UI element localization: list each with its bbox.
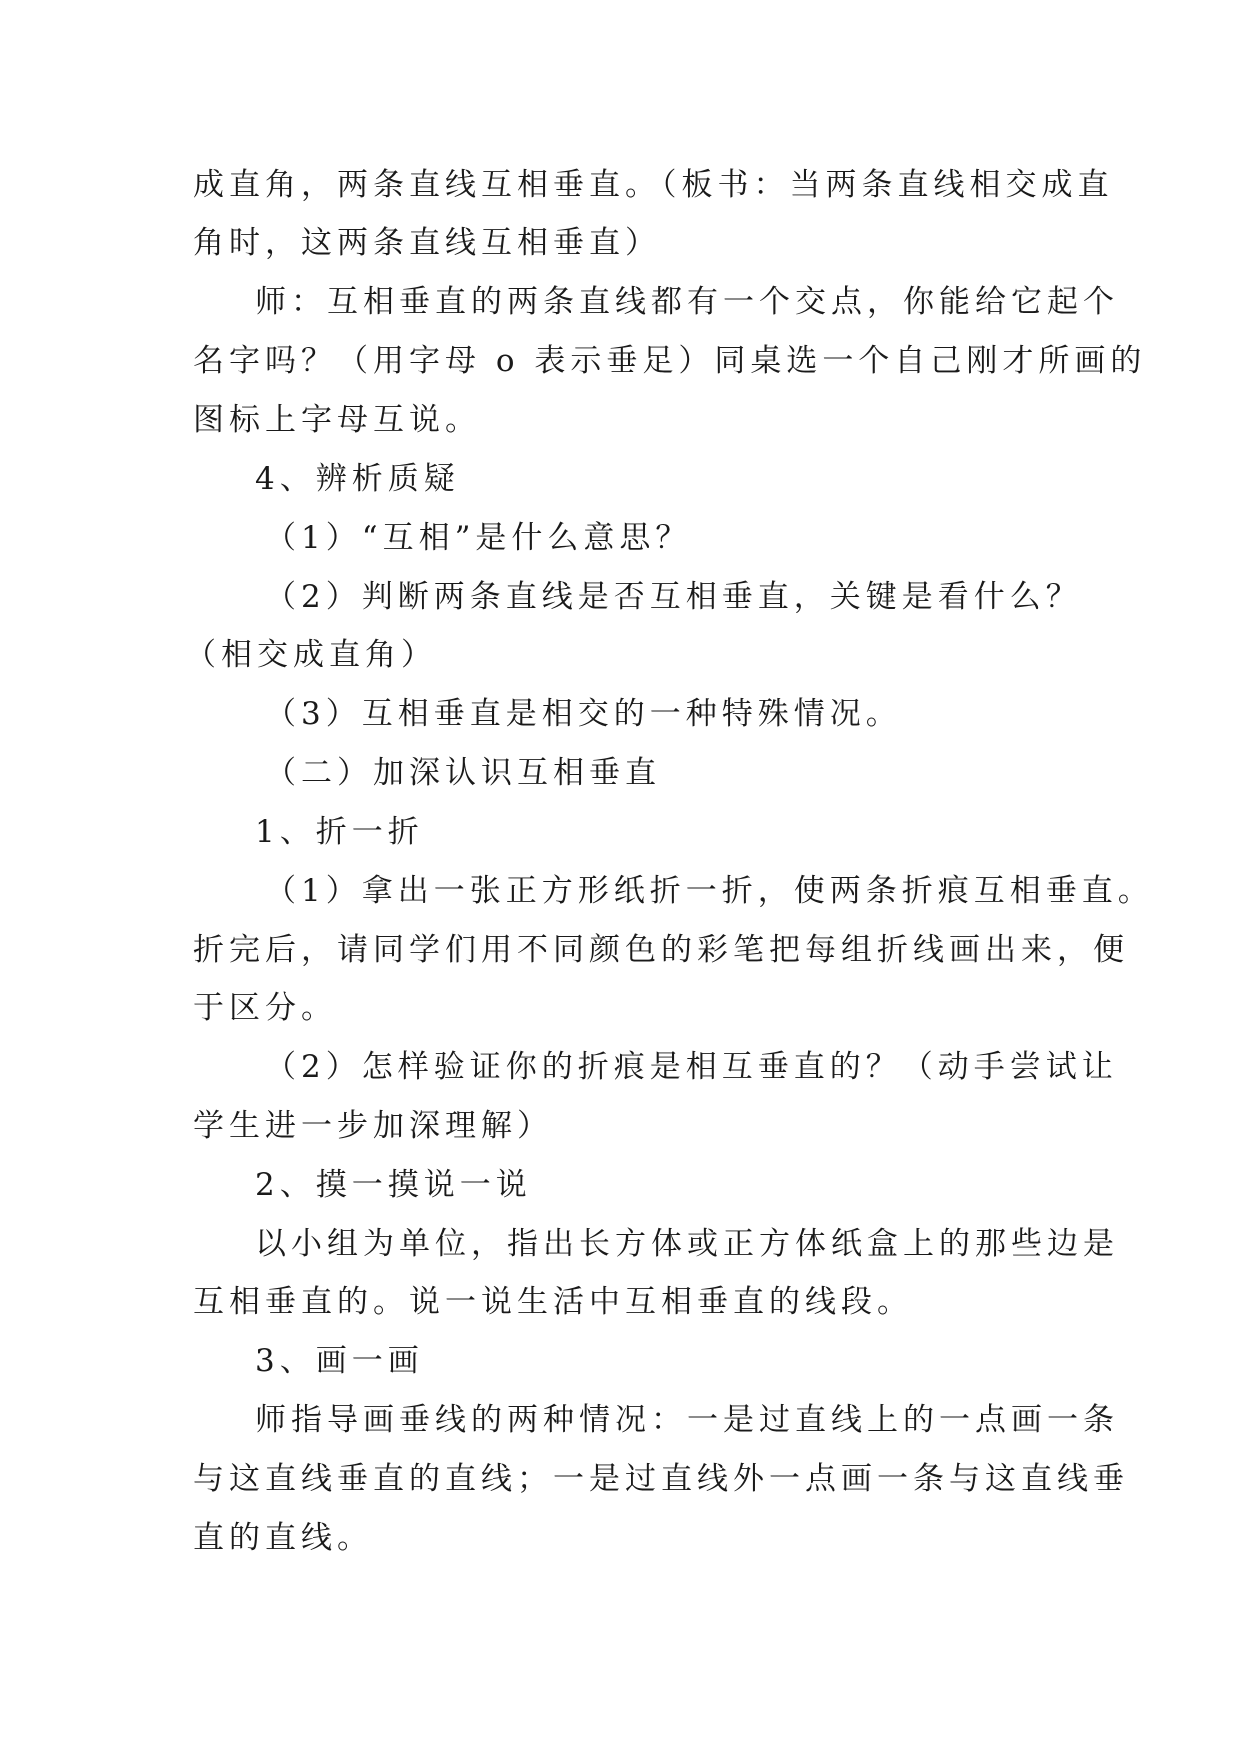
section-heading: （二）加深认识互相垂直: [265, 755, 661, 791]
text-line: 名字吗？（用字母 o 表示垂足）同桌选一个自己刚才所画的: [193, 343, 1147, 379]
text-line: 于区分。: [193, 990, 337, 1026]
text-line: 互相垂直的。说一说生活中互相垂直的线段。: [193, 1284, 913, 1320]
text-line: 与这直线垂直的直线；一是过直线外一点画一条与这直线垂: [193, 1461, 1129, 1497]
section-heading: 2、摸一摸说一说: [255, 1167, 532, 1203]
text-line: 成直角，两条直线互相垂直。（板书：当两条直线相交成直: [193, 167, 1114, 203]
text-line: 师指导画垂线的两种情况：一是过直线上的一点画一条: [255, 1402, 1119, 1438]
list-item: （1）“互相”是什么意思？: [265, 520, 692, 556]
text-line: 角时，这两条直线互相垂直）: [193, 225, 661, 261]
text-line: 学生进一步加深理解）: [193, 1108, 553, 1144]
section-heading: 3、画一画: [255, 1343, 424, 1379]
list-item: （3）互相垂直是相交的一种特殊情况。: [265, 696, 902, 732]
section-heading: 4、辨析质疑: [255, 461, 460, 497]
text-line: 以小组为单位，指出长方体或正方体纸盒上的那些边是: [255, 1226, 1119, 1262]
text-line: （相交成直角）: [185, 637, 437, 673]
text-line: 图标上字母互说。: [193, 402, 481, 438]
text-line: 折完后，请同学们用不同颜色的彩笔把每组折线画出来，便: [193, 932, 1129, 968]
list-item: （2）怎样验证你的折痕是相互垂直的？（动手尝试让: [265, 1049, 1118, 1085]
list-item: （2）判断两条直线是否互相垂直，关键是看什么？: [265, 579, 1082, 615]
text-line: 直的直线。: [193, 1520, 373, 1556]
list-item: （1）拿出一张正方形纸折一折，使两条折痕互相垂直。: [265, 873, 1154, 909]
section-heading: 1、折一折: [255, 814, 424, 850]
text-line: 师：互相垂直的两条直线都有一个交点，你能给它起个: [255, 284, 1119, 320]
